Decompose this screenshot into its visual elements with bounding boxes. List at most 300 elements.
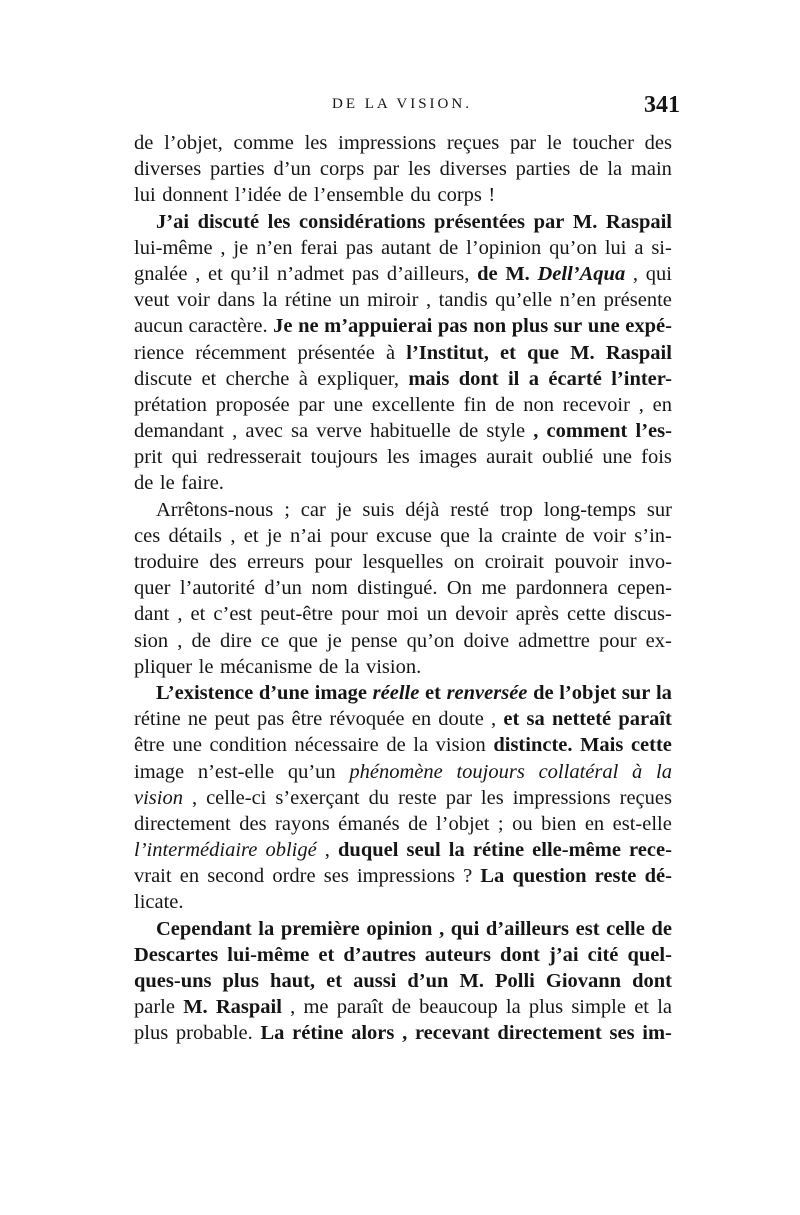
word: qu’il bbox=[230, 262, 270, 285]
word: l’idée bbox=[234, 184, 282, 207]
word: émanés bbox=[338, 812, 400, 835]
word: nom bbox=[311, 577, 348, 600]
word: à bbox=[386, 341, 396, 364]
word: toujours bbox=[456, 760, 525, 783]
word: réelle bbox=[372, 681, 420, 704]
word: écarté bbox=[548, 367, 602, 390]
word: est bbox=[575, 917, 600, 940]
word: auteurs bbox=[424, 943, 491, 966]
word: La bbox=[480, 865, 505, 888]
word: J’ai bbox=[156, 210, 190, 233]
word: parties bbox=[515, 158, 571, 181]
word: ses bbox=[609, 1022, 635, 1045]
word: phénomène bbox=[349, 760, 443, 783]
word: sion bbox=[134, 629, 169, 652]
word: doute bbox=[438, 708, 484, 731]
word: et bbox=[190, 603, 206, 626]
word: lui bbox=[604, 236, 627, 259]
word: l’objet bbox=[435, 812, 490, 835]
word: pas bbox=[345, 236, 374, 259]
word: resté bbox=[450, 498, 489, 521]
word: une bbox=[333, 393, 363, 416]
word: ques-uns bbox=[134, 970, 212, 992]
word: collatéral bbox=[538, 760, 619, 783]
word: en bbox=[584, 812, 605, 835]
word: lui-même bbox=[134, 236, 213, 259]
word: dé- bbox=[644, 865, 672, 888]
word: et bbox=[634, 996, 649, 1019]
word: peut bbox=[214, 708, 250, 731]
word: rétine bbox=[292, 1022, 344, 1045]
word: Mais bbox=[580, 734, 624, 757]
word: et bbox=[208, 262, 223, 285]
text-line bbox=[134, 654, 672, 680]
word: de bbox=[651, 917, 672, 940]
word: dire bbox=[219, 629, 252, 652]
word: par bbox=[445, 786, 472, 809]
word: celle-ci bbox=[206, 786, 267, 809]
word: impressions bbox=[356, 865, 455, 888]
word: de bbox=[495, 393, 515, 416]
word: im- bbox=[642, 1022, 672, 1045]
word: ce bbox=[260, 629, 280, 652]
word: M. bbox=[459, 970, 484, 992]
word: M. bbox=[570, 341, 595, 364]
word: distincte. bbox=[493, 734, 573, 757]
word: , bbox=[425, 289, 432, 312]
text-line bbox=[134, 130, 672, 156]
text-line bbox=[134, 209, 672, 235]
word: aurait bbox=[486, 446, 533, 469]
word: expé- bbox=[625, 315, 672, 338]
word: , bbox=[220, 236, 226, 259]
word: Je bbox=[273, 315, 293, 338]
word: sur bbox=[621, 681, 651, 704]
word: , bbox=[632, 262, 639, 285]
word: par bbox=[298, 393, 325, 416]
word: paraît bbox=[618, 708, 672, 731]
word: qu’un bbox=[287, 760, 336, 783]
word: rece- bbox=[629, 839, 672, 862]
word: de bbox=[533, 681, 554, 704]
word: sur bbox=[553, 315, 583, 338]
text-line bbox=[134, 785, 672, 811]
text-line bbox=[134, 732, 672, 758]
word: M. bbox=[505, 262, 530, 285]
word: le bbox=[198, 655, 214, 678]
word: peut-être bbox=[260, 603, 334, 626]
word: veut bbox=[134, 289, 170, 312]
word: d’un bbox=[273, 158, 312, 181]
word: L’existence bbox=[156, 681, 254, 704]
word: quel- bbox=[627, 943, 672, 966]
word: ferai bbox=[300, 236, 338, 259]
text-line bbox=[134, 968, 672, 994]
word: , bbox=[324, 839, 330, 862]
text-line bbox=[134, 994, 672, 1020]
word: les bbox=[304, 132, 328, 154]
word: expliquer, bbox=[317, 367, 399, 390]
word: comment bbox=[546, 420, 628, 443]
word: sur bbox=[646, 498, 672, 521]
word: , bbox=[177, 629, 183, 652]
word: , bbox=[177, 603, 183, 626]
word: reste bbox=[398, 786, 437, 809]
word: en bbox=[411, 708, 432, 731]
word: détails bbox=[168, 524, 223, 547]
word: moi bbox=[386, 603, 419, 626]
word: prétation bbox=[134, 393, 207, 416]
text-line bbox=[134, 942, 672, 968]
word: , bbox=[230, 524, 236, 547]
text-line bbox=[134, 392, 672, 418]
word: me bbox=[303, 996, 329, 1019]
word: faire. bbox=[181, 472, 224, 495]
word: Arrêtons-nous bbox=[156, 498, 274, 521]
text-line bbox=[134, 863, 672, 889]
word: rayons bbox=[275, 812, 330, 835]
word: et bbox=[424, 681, 441, 704]
word: ex- bbox=[645, 629, 672, 652]
word: le bbox=[159, 472, 175, 495]
word: probable. bbox=[175, 1022, 253, 1045]
word: les bbox=[480, 786, 504, 809]
word: crainte bbox=[501, 524, 557, 547]
word: diverses bbox=[134, 158, 202, 181]
word: et bbox=[500, 341, 516, 364]
word: elle-même bbox=[532, 839, 621, 862]
word: a bbox=[634, 236, 644, 259]
word: duquel bbox=[338, 839, 399, 862]
word: corps bbox=[437, 184, 482, 207]
word: l’ensemble bbox=[313, 184, 404, 207]
word: on bbox=[453, 551, 475, 573]
word: long-temps bbox=[543, 498, 636, 521]
word: qui bbox=[645, 262, 672, 285]
word: c’est bbox=[213, 603, 253, 626]
word: rétine bbox=[134, 708, 181, 731]
word: le bbox=[546, 132, 562, 154]
word: Raspail bbox=[605, 210, 672, 233]
word: miroir bbox=[367, 289, 419, 312]
word: sa bbox=[291, 420, 309, 443]
text-line bbox=[134, 523, 672, 549]
text-line bbox=[134, 549, 672, 575]
word: obligé bbox=[265, 839, 317, 862]
word: proposée bbox=[215, 393, 290, 416]
word: netteté bbox=[551, 708, 612, 731]
word: vision bbox=[134, 786, 183, 809]
word: première bbox=[280, 917, 360, 940]
text-line bbox=[134, 418, 672, 444]
word: distingué. bbox=[357, 577, 438, 600]
word: mécanisme bbox=[219, 655, 313, 678]
text-line bbox=[134, 497, 672, 523]
word: sa bbox=[526, 708, 545, 731]
word: la bbox=[258, 917, 275, 940]
word: corps bbox=[319, 158, 365, 181]
word: dont bbox=[632, 970, 672, 992]
word: nécessaire bbox=[294, 734, 379, 757]
word: être bbox=[291, 708, 323, 731]
word: a bbox=[528, 367, 539, 390]
word: Polli bbox=[494, 970, 535, 992]
word: de bbox=[438, 236, 459, 259]
word: plus bbox=[511, 315, 549, 338]
word: pense bbox=[350, 629, 398, 652]
word: donnent bbox=[162, 184, 229, 207]
word: un bbox=[339, 289, 360, 312]
word: un bbox=[426, 603, 448, 626]
word: de bbox=[408, 812, 428, 835]
text-line bbox=[134, 628, 672, 654]
word: que bbox=[440, 524, 470, 547]
word: révoquée bbox=[329, 708, 405, 731]
word: d’ailleurs, bbox=[386, 262, 470, 285]
word: renversée bbox=[446, 681, 528, 704]
word: doive bbox=[463, 629, 510, 652]
text-line bbox=[134, 759, 672, 785]
word: la bbox=[262, 289, 278, 312]
word: de bbox=[134, 132, 154, 154]
word: d’ailleurs bbox=[485, 917, 570, 940]
word: la bbox=[344, 655, 360, 678]
word: alors bbox=[351, 1022, 395, 1045]
word: recevant bbox=[414, 1022, 490, 1045]
word: licate. bbox=[134, 891, 184, 914]
word: n’admet bbox=[276, 262, 345, 285]
word: aussi bbox=[353, 970, 397, 992]
word: dans bbox=[217, 289, 255, 312]
word: ordre bbox=[272, 865, 316, 888]
word: bien bbox=[541, 812, 577, 835]
word: la bbox=[655, 681, 672, 704]
word: non bbox=[473, 315, 507, 338]
word: vrait bbox=[134, 865, 172, 888]
word: directement bbox=[497, 1022, 602, 1045]
word: une bbox=[587, 315, 620, 338]
text-line bbox=[134, 235, 672, 261]
word: si- bbox=[651, 236, 672, 259]
word: ; bbox=[284, 498, 290, 521]
word: excellente bbox=[371, 393, 455, 416]
word: , bbox=[491, 708, 497, 731]
word: la bbox=[607, 158, 623, 181]
word: reçues bbox=[446, 132, 500, 154]
word: dant bbox=[134, 603, 170, 626]
word: cherche bbox=[225, 367, 290, 390]
text-line bbox=[134, 680, 672, 706]
word: je bbox=[326, 629, 342, 652]
word: ? bbox=[463, 865, 473, 888]
text-line bbox=[134, 889, 672, 915]
word: pliquer bbox=[134, 655, 193, 678]
word: cette bbox=[567, 603, 606, 626]
word: dont bbox=[500, 943, 540, 966]
word: l’objet, bbox=[164, 132, 223, 154]
word: , bbox=[195, 262, 201, 285]
word: l’inter- bbox=[611, 367, 672, 390]
word: parle bbox=[134, 996, 175, 1019]
word: invo- bbox=[628, 551, 672, 573]
word: reste bbox=[594, 865, 637, 888]
word: les bbox=[267, 210, 291, 233]
word: plus bbox=[134, 1022, 169, 1045]
word: question bbox=[512, 865, 587, 888]
text-line bbox=[134, 287, 672, 313]
word: discuté bbox=[197, 210, 260, 233]
word: s’exerçant bbox=[275, 786, 360, 809]
word: vision bbox=[435, 734, 486, 757]
word: pour bbox=[330, 524, 368, 547]
word: oublié bbox=[541, 446, 594, 469]
word: l’intermédiaire bbox=[134, 839, 258, 862]
word: des bbox=[644, 132, 672, 154]
word: pour bbox=[341, 603, 379, 626]
text-line bbox=[134, 811, 672, 837]
word: d’un bbox=[407, 970, 449, 992]
word: habituelle bbox=[369, 420, 451, 443]
word: style bbox=[486, 420, 526, 443]
word: des bbox=[209, 551, 237, 573]
word: pas bbox=[256, 708, 285, 731]
word: la bbox=[478, 524, 493, 547]
word: , bbox=[191, 786, 198, 809]
word: prit bbox=[134, 446, 163, 469]
word: ses bbox=[323, 865, 349, 888]
word: suis bbox=[362, 498, 395, 521]
word: quer bbox=[134, 577, 171, 600]
word: pour bbox=[314, 551, 353, 573]
word: à bbox=[298, 367, 308, 390]
text-line bbox=[134, 601, 672, 627]
word: de bbox=[458, 420, 479, 443]
word: je bbox=[266, 524, 282, 547]
word: présente bbox=[603, 289, 672, 312]
word: , bbox=[533, 420, 539, 443]
word: redresserait bbox=[206, 446, 302, 469]
word: l’es- bbox=[635, 420, 672, 443]
page-number: 341 bbox=[644, 92, 680, 118]
text-line bbox=[134, 182, 672, 208]
word: pouvoir bbox=[554, 551, 619, 573]
word: ! bbox=[488, 184, 496, 207]
word: me bbox=[481, 577, 507, 600]
text-line bbox=[134, 706, 672, 732]
word: opinion bbox=[366, 917, 433, 940]
word: cité bbox=[587, 943, 619, 966]
word: impressions bbox=[338, 132, 437, 154]
word: à bbox=[632, 760, 643, 783]
word: , bbox=[439, 917, 445, 940]
word: , bbox=[402, 1022, 408, 1045]
word: pas bbox=[351, 262, 380, 285]
word: de bbox=[318, 655, 339, 678]
text-line bbox=[134, 340, 672, 366]
word: Giovann bbox=[545, 970, 622, 992]
word: l’opinion bbox=[466, 236, 542, 259]
word: plus bbox=[222, 970, 260, 992]
word: troduire bbox=[134, 551, 199, 573]
word: recevoir bbox=[562, 393, 630, 416]
word: discute bbox=[134, 367, 193, 390]
word: qui bbox=[171, 446, 198, 469]
word: déjà bbox=[405, 498, 440, 521]
word: rience bbox=[134, 341, 185, 364]
word: du bbox=[410, 184, 431, 207]
word: n’en bbox=[559, 289, 597, 312]
word: et bbox=[201, 367, 217, 390]
word: de bbox=[477, 262, 498, 285]
word: ne bbox=[298, 315, 319, 338]
word: beaucoup bbox=[419, 996, 498, 1019]
word: d’une bbox=[258, 681, 309, 704]
word: du bbox=[368, 786, 390, 809]
word: erreurs bbox=[247, 551, 305, 573]
word: qu’on bbox=[549, 236, 597, 259]
word: après bbox=[515, 603, 559, 626]
word: que bbox=[527, 341, 560, 364]
word: gnalée bbox=[134, 262, 188, 285]
word: ou bbox=[512, 812, 533, 835]
word: non bbox=[523, 393, 555, 416]
word: rétine bbox=[284, 289, 332, 312]
word: autant bbox=[380, 236, 432, 259]
word: de bbox=[191, 629, 211, 652]
word: et bbox=[326, 970, 343, 992]
word: une bbox=[172, 734, 202, 757]
word: une bbox=[602, 446, 632, 469]
word: je bbox=[233, 236, 249, 259]
text-line bbox=[134, 313, 672, 339]
word: dont bbox=[458, 367, 499, 390]
word: ne bbox=[187, 708, 208, 731]
word: ces bbox=[134, 524, 161, 547]
word: aucun bbox=[134, 315, 183, 338]
word: par bbox=[533, 210, 565, 233]
word: croirait bbox=[484, 551, 544, 573]
word: La bbox=[260, 1022, 285, 1045]
word: n’est-elle bbox=[197, 760, 275, 783]
word: il bbox=[507, 367, 520, 390]
text-line bbox=[134, 470, 672, 496]
word: Raspail bbox=[605, 341, 672, 364]
word: Descartes bbox=[134, 943, 219, 966]
text-line bbox=[134, 444, 672, 470]
word: second bbox=[207, 865, 265, 888]
word: de bbox=[579, 158, 599, 181]
word: être bbox=[134, 734, 165, 757]
word: celle bbox=[606, 917, 645, 940]
word: On bbox=[446, 577, 472, 600]
word: devoir bbox=[455, 603, 508, 626]
word: de bbox=[288, 184, 308, 207]
word: et bbox=[318, 943, 335, 966]
word: la bbox=[656, 760, 672, 783]
word: la bbox=[505, 996, 521, 1019]
word: par bbox=[373, 158, 400, 181]
word: mais bbox=[408, 367, 450, 390]
text-line bbox=[134, 261, 672, 287]
word: discus- bbox=[613, 603, 672, 626]
word: considérations bbox=[298, 210, 426, 233]
word: fin bbox=[463, 393, 487, 416]
word: de bbox=[565, 524, 585, 547]
word: la bbox=[657, 996, 672, 1019]
word: présentée bbox=[297, 341, 375, 364]
word: diverses bbox=[439, 158, 507, 181]
word: de bbox=[386, 734, 406, 757]
